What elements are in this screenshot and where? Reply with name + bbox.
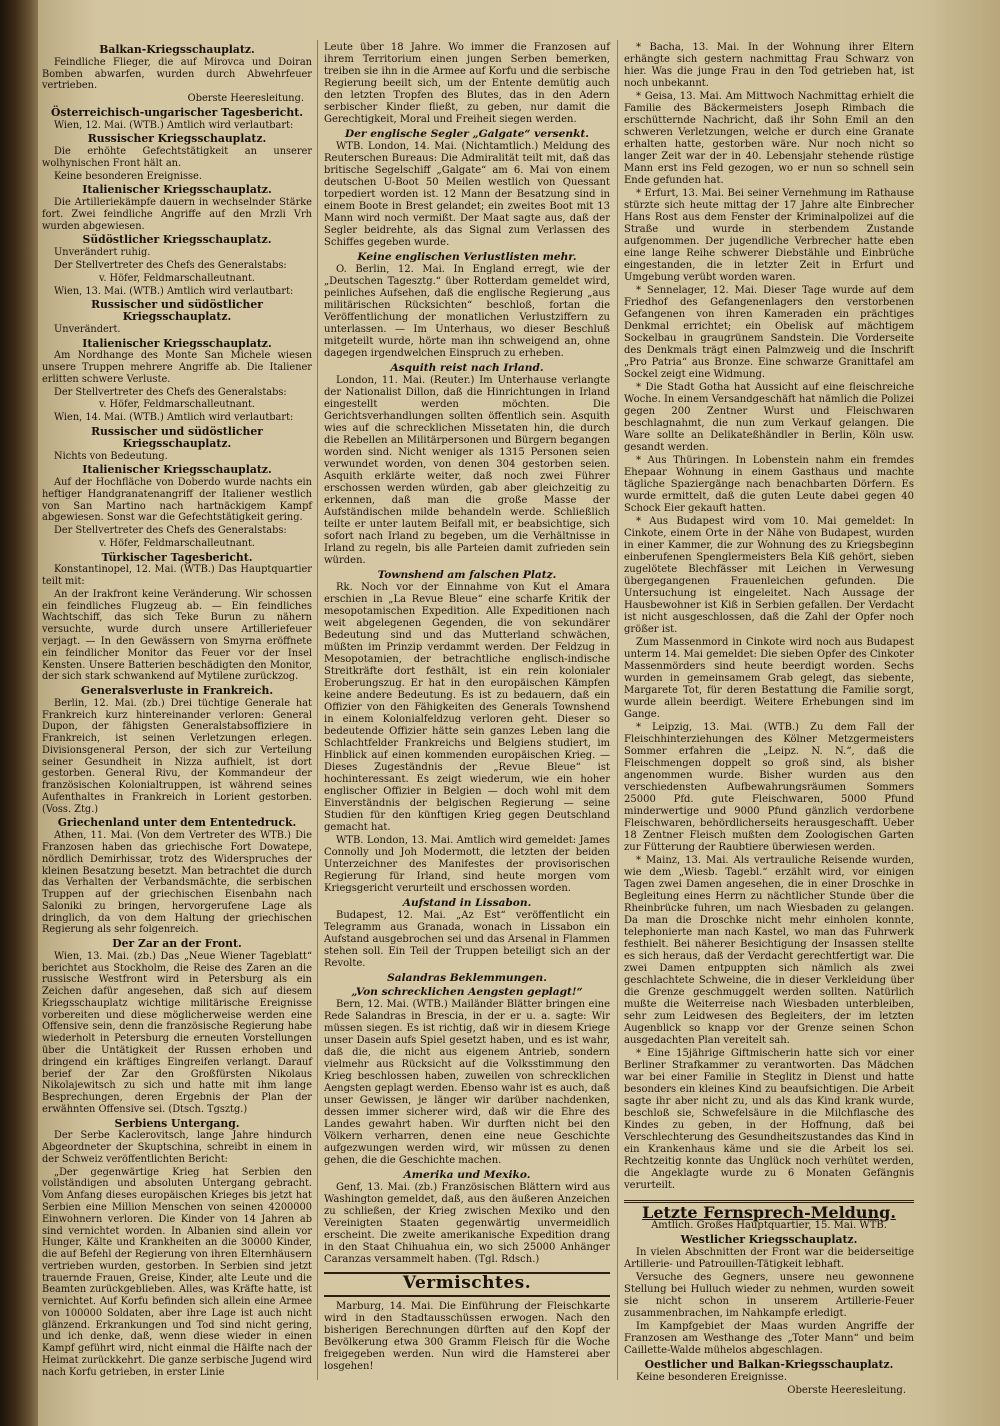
article-paragraph: In vielen Abschnitten der Front war die beiderseitige Artillerie- und Patrouillen-Tätigkeit lebhaft. (624, 1247, 914, 1270)
signature-line: Oberste Heeresleitung. (187, 93, 304, 105)
article-paragraph: * Erfurt, 13. Mai. Bei seiner Vernehmung im Rathause stürzte sich heute mittag der 17 Jahre alte Einbrecher Hans Rost aus dem Fenster der Kriminalpolizei auf die Straße und wurde in sterbendem Zustande aufgenommen. Der jugendliche Verbrecher hatte eben eine lange Reihe schwerer Diebstähle und Einbrüche eingestanden, die in letzter Zeit in Erfurt und Umgebung verübt worden waren. (624, 188, 914, 283)
article-paragraph: Zum Massenmord in Cinkote wird noch aus Budapest unterm 14. Mai gemeldet: Die sieben Opfer des Cinkoter Massenmörders sind heute beerdigt worden. Sechs wurden in gemeinsamem Grab gelegt, das siebente, Margarete Tot, für deren Bestattung die Familie sorgt, wurde allein beerdigt. Weitere Erhebungen sind im Gange. (624, 637, 914, 720)
section-title: Vermischtes. (402, 1273, 532, 1293)
signature-line: v. Höfer, Feldmarschalleutnant. (98, 399, 256, 411)
article-paragraph: O. Berlin, 12. Mai. In England erregt, wie der „Deutschen Tagesztg.“ über Rotterdam gemeldet wird, peinliches Aufsehen, daß die englische Regierung „aus militärischen Rücksichten“ beschloß, fortan die Veröffentlichung der monatlichen Verlustziffern zu unterlassen. — Im Unterhaus, wo dieser Beschluß mitgeteilt wurde, hörte man ihn schweigend an, ohne dagegen irgendwelchen Einspruch zu erheben. (324, 264, 610, 359)
article-paragraph: Unverändert. (54, 323, 121, 335)
column-left (42, 42, 312, 1379)
headline: Russischer Kriegsschauplatz. (87, 132, 267, 146)
article-paragraph: An der Irakfront keine Veränderung. Wir schossen ein feindliches Flugzeug ab. — Ein feindliches Wachtschiff, das sich Teke Burun zu nähern versuchte, wurde durch unsere Artilleriefeuer verjagt. — In den Gewässern von Smyrna eröffnete ein feindlicher Monitor das Feuer vor der Insel Kensten. Unsere Batterien beschädigten den Monitor, der sich stark schwankend auf Mytilene zurückzog. (42, 588, 312, 683)
headline: Aufstand in Lissabon. (402, 897, 532, 909)
headline: Südöstlicher Kriegsschauplatz. (82, 233, 272, 247)
article-paragraph: Der Stellvertreter des Chefs des Generalstabs: (54, 525, 287, 537)
article-paragraph: * Geisa, 13. Mai. Am Mittwoch Nachmittag erhielt die Familie des Bäckermeisters Joseph Rimbach die erschütternde Nachricht, daß ihr Sohn Emil an den schweren Verletzungen, welche er durch eine Granate erhalten hatte, gestorben wäre. Nur noch nicht so langer Zeit war der in 40. Lebensjahr stehende rüstige Mann erst ins Feld gezogen, wo er nun so schnell sein Ende gefunden hat. (624, 91, 914, 186)
article-paragraph: Leute über 18 Jahre. Wo immer die Franzosen auf ihrem Territorium einen jungen Serben bemerken, treiben sie ihn in die Armee auf Korfu und die serbische Regierung beeilt sich, um der Entente demütig auch den letzten Tropfen des Blutes, das in den Adern serbischer Kinder fließt, zu geben, nur damit die Gerechtigkeit, Moral und Freiheit siegen werden. (324, 42, 610, 125)
article-paragraph: Athen, 11. Mai. (Von dem Vertreter des WTB.) Die Franzosen haben das griechische Fort Dowatepe, nördlich Demirhissar, trotz des Widerspruches der kleinen Besatzung besetzt. Man betrachtet die durch das Verhalten der Verbandsmächte, die serbischen Truppen auf der griechischen Eisenbahn nach Saloniki zu bringen, hervorgerufene Lage als dringlich, da von dem Haltung der griechischen Regierung als sehr folgenreich. (42, 830, 312, 936)
article-paragraph: Wien, 13. Mai. (zb.) Das „Neue Wiener Tageblatt“ berichtet aus Stockholm, die Reise des Zaren an die russische Westfront wird in Petersburg als ein Zeichen dafür angesehen, daß sich auf diesem Kriegsschauplatz wichtige militärische Ereignisse vorbereiten und diese möglicherweise werden eine Offensive sein, denn die französische Regierung habe wiederholt in Petersburg die erneuten Vorstellungen über die Untätigkeit der Russen erhoben und dringend ein kräftiges Eingreifen verlangt. Darauf berief der Zar den Großfürsten Nikolaus Nikolajewitsch zu sich und hatte mit ihm lange Besprechungen, deren Ergebnis der Plan der erwähnten Offensive sei. (Dtsch. Tgsztg.) (42, 950, 312, 1115)
headline: Italienischer Kriegsschauplatz. (82, 463, 272, 477)
headline: Russischer und südöstlicher Kriegsschauplatz. (91, 298, 263, 324)
column-middle (324, 42, 610, 1374)
article-paragraph: Marburg, 14. Mai. Die Einführung der Fleischkarte wird in den Stadtausschüssen erwogen. Nach den bisherigen Berechnungen dürften auf den Kopf der Bevölkerung etwa 300 Gramm Fleisch für die Woche freigegeben werden. Nun wird die Hamsterei aber losgehen! (324, 1301, 610, 1372)
article-paragraph: Berlin, 12. Mai. (zb.) Drei tüchtige Generale hat Frankreich kurz hintereinander verloren: General Dupon, der fähigsten Generalstabsoffiziere in Frankreich, ist seinen Verletzungen erlegen. Divisionsgeneral Person, der sich zur Verteilung seiner Gesundheit in Nizza aufhielt, ist dort gestorben. General Rivu, der Kommandeur der französischen Kolonialtruppen, ist während seines Aufenthaltes in Frankreich in Lorient gestorben. (Voss. Ztg.) (42, 697, 312, 815)
headline: Österreichisch-ungarischer Tagesbericht. (51, 105, 303, 119)
article-paragraph: Keine besonderen Ereignisse. (636, 1372, 788, 1383)
article-paragraph: * Eine 15jährige Giftmischerin hatte sich vor einer Berliner Strafkammer zu verantworten. Das Mädchen war bei einer Familie in Steglitz in Dienst und hatte besonders ein kleines Kind zu beaufsichtigen. Die Arbeit sagte ihr aber nicht zu, und als das Kind krank wurde, beschloß sie, Schwefelsäure in die Milchflasche des Kindes zu geben, in der Hoffnung, daß bei Verschlechterung des Gesundheitszustandes das Kind in ein Krankenhaus käme und sie die Arbeit los sei. Rechtzeitig konnte das Unglück noch verhütet werden, die Angeklagte wurde zu 6 Monaten Gefängnis verurteilt. (624, 1048, 914, 1191)
article-paragraph: Im Kampfgebiet der Maas wurden Angriffe der Franzosen am Westhange des „Toter Mann“ und beim Caillette-Walde mühelos abgeschlagen. (624, 1321, 914, 1356)
article-paragraph: * Bacha, 13. Mai. In der Wohnung ihrer Eltern erhängte sich gestern nachmittag Frau Schwarz von hier. Was die junge Frau in den Tod getrieben hat, ist noch unbekannt. (624, 42, 914, 89)
headline: Amerika und Mexiko. (403, 1169, 531, 1181)
headline: Italienischer Kriegsschauplatz. (82, 336, 272, 350)
article-paragraph: * Sennelager, 12. Mai. Dieser Tage wurde auf dem Friedhof des Gefangenenlagers den verstorbenen Gefangenen von ihren Kameraden ein prächtiges Denkmal errichtet; ein Obelisk auf mächtigem Sockelbau in graugrünem Sandstein. Die Vorderseite des Denkmals trägt einen Palmzweig und die Inschrift „Pro Patria“ aus Bronze. Eine schwarze Granittafel am Sockel zeigt eine Widmung. (624, 285, 914, 380)
article-paragraph: Der Stellvertreter des Chefs des Generalstabs: (54, 260, 287, 272)
article-paragraph: Budapest, 12. Mai. „Az Est“ veröffentlicht ein Telegramm aus Granada, wonach in Lissabon ein Aufstand ausgebrochen sei und das Arsenal in Flammen stehen soll. Ein Teil der Truppen beteiligt sich an der Revolte. (324, 910, 610, 969)
article-paragraph: * Mainz, 13. Mai. Als vertrauliche Reisende wurden, wie dem „Wiesb. Tagebl.“ erzählt wird, vor einigen Tagen zwei Damen angesehen, die in einer Droschke in Begleitung eines Herrn zu nächtlicher Stunde über die Rheinbrücke fuhren, um nach Wiesbaden zu gelangen. Da man die Droschke nicht mehr einholen konnte, telephonierte man nach Kastel, wo man das Fuhrwerk festhielt. Bei näherer Besichtigung der Insassen stellte es sich heraus, daß der Verdacht gerechtfertigt war. Die zwei Damen entpuppten sich nämlich als zwei geschlachtete Schweine, die in dieser Verkleidung über die Grenze geschmuggelt werden sollten. Natürlich mußte die Weiterreise nach Wiesbaden unterbleiben, sehr zum Leidwesen des Begleiters, der im letzten Augenblick so knapp vor der Grenze seinen Schon ausgedachten Plan vereitelt sah. (624, 855, 914, 1046)
article-paragraph: Die Artilleriekämpfe dauern in wechselnder Stärke fort. Zwei feindliche Angriffe auf den Mrzli Vrh wurden abgewiesen. (42, 197, 312, 232)
headline: Keine englischen Verlustlisten mehr. (357, 251, 577, 263)
headline: Russischer und südöstlicher Kriegsschauplatz. (91, 424, 263, 450)
signature-line: v. Höfer, Feldmarschalleutnant. (98, 272, 256, 284)
headline: Townshend am falschen Platz. (377, 569, 557, 581)
article-paragraph: * Leipzig, 13. Mai. (WTB.) Zu dem Fall der Fleischhinterziehungen des Kölner Metzgermeisters Sommer erfahren die „Leipz. N. N.“, daß die Fleischmengen doppelt so groß sind, als bisher angenommen wurde. Bisher wurden aus den verschiedensten Aufbewahrungsräumen Sommers 25000 Pfd. gute Fleischwaren, 5000 Pfund minderwertige und 9000 Pfund gänzlich verdorbene Fleischwaren, behördlicherseits herausgeschafft. Ueber 18 Zentner Fleisch mußten dem Zoologischen Garten zur Fütterung der Raubtiere überwiesen werden. (624, 722, 914, 853)
headline: Salandras Beklemmungen. (387, 972, 547, 984)
signature-line: Oberste Heeresleitung. (787, 1385, 906, 1396)
signature-line: v. Höfer, Feldmarschalleutnant. (98, 537, 256, 549)
article-paragraph: Versuche des Gegners, unsere neu gewonnene Stellung bei Hulluch wieder zu nehmen, wurden soweit sie nicht schon in unserem Artillerie-Feuer zusammenbrachen, im Nahkampfe erledigt. (624, 1272, 914, 1319)
article-paragraph: Wien, 12. Mai. (WTB.) Amtlich wird verlautbart: (54, 119, 294, 131)
column-rule (617, 40, 618, 1380)
article-paragraph: Konstantinopel, 12. Mai. (WTB.) Das Hauptquartier teilt mit: (42, 564, 312, 588)
article-paragraph: Unverändert ruhig. (54, 247, 151, 259)
article-paragraph: WTB. London, 14. Mai. (Nichtamtlich.) Meldung des Reuterschen Bureaus: Die Admiralität teilt mit, daß das britische Segelschiff „Galgate“ am 6. Mai von einem deutschen U-Boot 50 Meilen westlich von Quessant torpediert worden ist. 12 Mann der Besatzung sind in einem Boote in Brest gelandet; ein zweites Boot mit 13 Mann wird noch vermißt. Der Maat sagte aus, daß der Segler beidrehte, als das Signal zum Verlassen des Schiffes gegeben wurde. (324, 141, 610, 248)
article-paragraph: „Der gegenwärtige Krieg hat Serbien den vollständigen und absoluten Untergang gebracht. Vom Anfang dieses europäischen Krieges bis jetzt hat Serbien eine Million Menschen von seinen 4200000 Einwohnern verloren. Die Kinder von 14 Jahren ab sind vernichtet worden. In Albanien sind allein vor Hunger, Kälte und Krankheiten an die 30000 Kinder, die auf Befehl der Regierung von ihren Elternhäusern vertrieben wurden, gestorben. In Serbien sind jetzt trauernde Frauen, Greise, Kinder, alte Leute und die Beamten zurückgeblieben. Alles, was Kräfte hatte, ist vernichtet. Auf Korfu befinden sich allein eine Armee von 100000 Soldaten, aber ihre Lage ist auch nicht glänzend. Erkrankungen und Tod sind nicht gering, und ich denke, daß, wenn diese wieder in einen Kampf geführt wird, nicht einmal die Hälfte nach der Heimat zurückkehrt. Die ganze serbische Jugend wird nach Korfu getrieben, in erster Linie (42, 1166, 312, 1378)
article-paragraph: * Aus Budapest wird vom 10. Mai gemeldet: In Cinkote, einem Orte in der Nähe von Budapest, wurden in einer Kammer, die zur Wohnung des zu Kriegsbeginn einberufenen Spenglermeisters Bela Kiß gehört, sieben zugelötete Blechfässer mit Leichen in Verwesung übergegangenen Frauenleichen gefunden. Die Untersuchung ist eingeleitet. Nach Aussage der Hausbewohner ist Kiß in Serbien gefallen. Der Verdacht ist nicht ausgeschlossen, daß die Zahl der Opfer noch größer ist. (624, 516, 914, 635)
headline: Der Zar an der Front. (112, 937, 242, 951)
section-title: Letzte Fernsprech-Meldung. (642, 1203, 896, 1222)
article-paragraph: Der Stellvertreter des Chefs des Generalstabs: (54, 386, 287, 398)
article-paragraph: Die erhöhte Gefechtstätigkeit an unserer wolhynischen Front hält an. (42, 146, 312, 169)
headline: Balkan-Kriegsschauplatz. (99, 43, 255, 56)
column-right (624, 42, 914, 1398)
headline: Asquith reist nach Irland. (390, 362, 544, 374)
article-paragraph: * Aus Thüringen. In Lobenstein nahm ein fremdes Ehepaar Wohnung in einem Gasthaus und machte tägliche Spaziergänge nach benachbarten Dörfern. Es wurde ermittelt, daß die guten Leute dabei gegen 40 Schock Eier gekauft hatten. (624, 455, 914, 514)
article-paragraph: Bern, 12. Mai. (WTB.) Mailänder Blätter bringen eine Rede Salandras in Brescia, in der er u. a. sagte: Wir müssen siegen. Es ist richtig, daß wir in diesem Kriege unser Dasein aufs Spiel gesetzt haben, und es ist wahr, daß die, die nicht aus eigenem Antrieb, sondern vielmehr aus Rücksicht auf die Volksstimmung den Krieg beschlossen haben, zuweilen von schrecklichen Aengsten geplagt werden. Ebenso wahr ist es auch, daß unser Gewissen, je länger wir darüber nachdenken, dessen immer sicherer wird, daß wir die Ehre des Landes gewahrt haben. Wir durften nicht bei den Völkern verharren, denen eine neue Geschichte aufgezwungen werden wird, wir müssen zu denen gehen, die die Geschichte machen. (324, 999, 610, 1166)
headline: Generalsverluste in Frankreich. (80, 684, 274, 698)
article-paragraph: Am Nordhange des Monte San Michele wiesen unsere Truppen mehrere Angriffe ab. Die Italiener erlitten schwere Verluste. (42, 350, 312, 385)
article-paragraph: Wien, 14. Mai. (WTB.) Amtlich wird verlautbart: (54, 412, 294, 424)
headline: Der englische Segler „Galgate“ versenkt. (345, 128, 589, 140)
signature-line: Amtlich. Großes Hauptquartier, 15. Mai. WTB. (651, 1220, 887, 1231)
article-paragraph: WTB. London, 13. Mai. Amtlich wird gemeldet: James Connolly und Joh Modermott, die letzten der beiden Unterzeichner des Manifestes der provisorischen Regierung für Irland, sind heute morgen vom Kriegsgericht verurteilt und erschossen worden. (324, 835, 610, 894)
article-paragraph: Der Serbe Kaclerovitsch, lange Jahre hindurch Abgeordneter der Skuptschina, schreibt in einem in der Schweiz veröffentlichten Bericht: (42, 1130, 312, 1165)
column-rule (317, 40, 318, 1380)
article-paragraph: Genf, 13. Mai. (zb.) Französischen Blättern wird aus Washington gemeldet, daß, aus den äußeren Anzeichen zu schließen, der Krieg zwischen Mexiko und den Vereinigten Staaten gegenwärtig unvermeidlich erscheint. Die zweite amerikanische Expedition drang in den Staat Chihuahua ein, wo sich 25000 Anhänger Caranzas versammelt haben. (Tgl. Rdsch.) (324, 1182, 610, 1265)
article-paragraph: London, 11. Mai. (Reuter.) Im Unterhause verlangte der Nationalist Dillon, daß die Hinrichtungen in Irland eingestellt werden möchten. Die Gerichtsverhandlungen sollten öffentlich sein. Asquith wies auf die schrecklichen Missetaten hin, die durch die Rebellen an Militärpersonen und Bürgern begangen worden sind. Nicht weniger als 1315 Personen seien verwundet worden, von denen 304 gestorben seien. Asquith erklärte weiter, daß noch zwei Führer erschossen werden würden, gab aber gleichzeitig zu erkennen, daß man die große Masse der Aufständischen milde behandeln werde. Schließlich teilte er unter lautem Beifall mit, er beabsichtige, sich sofort nach Irland zu begeben, um die Verhältnisse in Irland zu regeln, bis alle Parteien damit zufrieden sein würden. (324, 375, 610, 566)
article-paragraph: * Die Stadt Gotha hat Aussicht auf eine fleischreiche Woche. In einem Versandgeschäft hat nämlich die Polizei gegen 200 Zentner Wurst und Fleischwaren beschlagnahmt, die nun zum Verkauf gelangen. Die Ware sollte an Delikateßhändler in Berlin, Köln usw. gesandt werden. (624, 382, 914, 453)
headline: Oestlicher und Balkan-Kriegsschauplatz. (644, 1358, 894, 1371)
headline: Griechenland unter dem Ententedruck. (57, 816, 297, 830)
section-title-box (324, 1272, 610, 1297)
book-binding-edge (0, 0, 38, 1426)
headline: Westlicher Kriegsschauplatz. (680, 1233, 858, 1246)
headline: „Von schrecklichen Aengsten geplagt!“ (351, 986, 583, 998)
newspaper-page (38, 0, 1000, 1426)
article-paragraph: Keine besonderen Ereignisse. (54, 170, 202, 182)
headline: Türkischer Tagesbericht. (101, 550, 253, 564)
article-paragraph: Feindliche Flieger, die auf Mirovca und Doiran Bomben abwarfen, wurden durch Abwehrfeuer vertrieben. (42, 56, 312, 92)
article-paragraph: Rk. Noch vor der Einnahme von Kut el Amara erschien in „La Revue Bleue“ eine scharfe Kritik der mesopotamischen Expedition. Alle Expeditionen nach weit abgelegenen Gegenden, die von sekundärer Bedeutung sind und das Mutterland schwächen, müßten im Prinzip verdammt werden. Der Feldzug in Mesopotamien, der betrachtliche englisch-indische Streitkräfte dort festhält, ist ein rein kolonialer Eroberungszug. Er hat in den europäischen Kämpfen keine andere Bedeutung. Es ist zu bedauern, daß ein Offizier von den Fähigkeiten des Generals Townshend in einem Kolonialfeldzug verloren geht. Dieser so bedeutende Offizier hätte sein ganzes Leben lang die Schlachtfelder Frankreichs und Belgiens studiert, im Hinblick auf einen kommenden europäischen Krieg. — Dieses Zugeständnis der „Revue Bleue“ ist hochinteressant. Es zeigt wiederum, wie ein hoher englischer Offizier in Belgien — doch wohl mit dem Einverständnis der belgischen Regierung — seine Studien für den künftigen Krieg gegen Deutschland gemacht hat. (324, 582, 610, 833)
headline: Italienischer Kriegsschauplatz. (82, 183, 272, 197)
article-paragraph: Wien, 13. Mai. (WTB.) Amtlich wird verlautbart: (54, 285, 294, 297)
headline: Serbiens Untergang. (114, 1116, 240, 1130)
article-paragraph: Auf der Hochfläche von Doberdo wurde nachts ein heftiger Handgranatenangriff der Italiener westlich von San Martino nach hartnäckigem Kampf abgewiesen. Sonst war die Gefechtstätigkeit gering. (42, 477, 312, 524)
article-paragraph: Nichts von Bedeutung. (54, 450, 168, 462)
